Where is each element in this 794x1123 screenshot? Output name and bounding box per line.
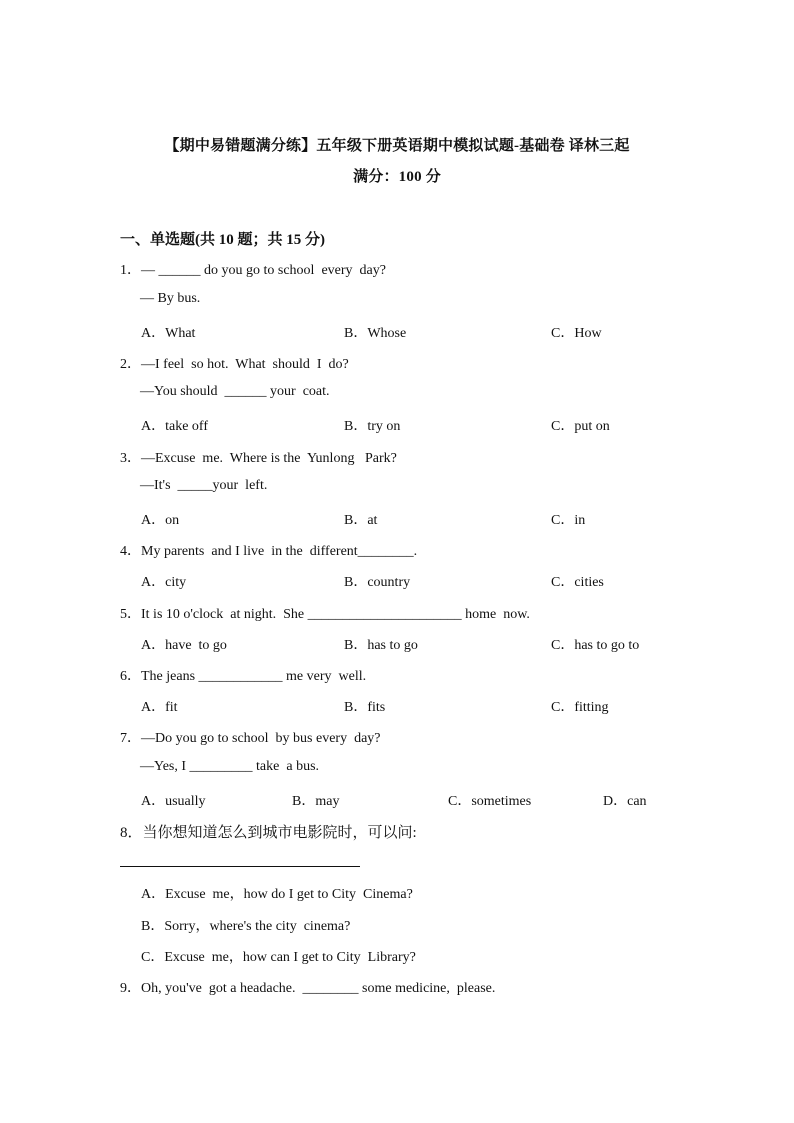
- question-5-option-b[interactable]: B．has to go: [344, 638, 418, 653]
- question-1-stem: 1．— ______ do you go to school every day?: [120, 263, 386, 278]
- question-7-answer-line: —Yes, I _________ take a bus.: [140, 759, 320, 774]
- question-2-option-a[interactable]: A．take off: [141, 419, 208, 434]
- question-3-answer-line: —It's _____your left.: [140, 478, 268, 493]
- question-1-option-a[interactable]: A．What: [141, 326, 196, 341]
- question-1-answer-line: — By bus.: [140, 291, 201, 306]
- question-2-option-c[interactable]: C．put on: [551, 419, 610, 434]
- question-8-option-a[interactable]: A．Excuse me，how do I get to City Cinema?: [141, 887, 413, 902]
- question-8-option-b[interactable]: B．Sorry，where's the city cinema?: [141, 919, 351, 934]
- question-2-answer-line: —You should ______ your coat.: [140, 384, 330, 399]
- question-3-stem: 3．—Excuse me. Where is the Yunlong Park?: [120, 451, 397, 466]
- question-7-option-a[interactable]: A．usually: [141, 794, 206, 809]
- question-1-option-c[interactable]: C．How: [551, 326, 602, 341]
- document-title: 【期中易错题满分练】五年级下册英语期中模拟试题-基础卷 译林三起: [164, 138, 630, 154]
- question-4-option-b[interactable]: B．country: [344, 575, 411, 590]
- question-6-option-b[interactable]: B．fits: [344, 700, 386, 715]
- question-7-option-c[interactable]: C．sometimes: [448, 794, 532, 809]
- question-8-option-c[interactable]: C．Excuse me，how can I get to City Library?: [141, 950, 416, 965]
- question-3-option-c[interactable]: C．in: [551, 513, 586, 528]
- question-5-stem: 5．It is 10 o'clock at night. She ______________________ home now.: [120, 607, 530, 622]
- question-7-option-d[interactable]: D．can: [603, 794, 647, 809]
- question-3-option-b[interactable]: B．at: [344, 513, 378, 528]
- question-8-answer-blank[interactable]: [120, 866, 360, 867]
- question-4-option-a[interactable]: A．city: [141, 575, 187, 590]
- section-heading: 一、单选题(共 10 题；共 15 分): [120, 232, 325, 248]
- question-6-option-c[interactable]: C．fitting: [551, 700, 609, 715]
- question-8-stem: 8．当你想知道怎么到城市电影院时，可以问:: [120, 825, 417, 841]
- question-1-option-b[interactable]: B．Whose: [344, 326, 407, 341]
- question-3-option-a[interactable]: A．on: [141, 513, 180, 528]
- question-6-stem: 6．The jeans ____________ me very well.: [120, 669, 367, 684]
- score-line: 满分：100 分: [353, 169, 441, 185]
- question-2-option-b[interactable]: B．try on: [344, 419, 401, 434]
- question-4-stem: 4．My parents and I live in the different________.: [120, 544, 418, 559]
- question-2-stem: 2．—I feel so hot. What should I do?: [120, 357, 349, 372]
- question-5-option-a[interactable]: A．have to go: [141, 638, 227, 653]
- question-5-option-c[interactable]: C．has to go to: [551, 638, 640, 653]
- question-7-stem: 7．—Do you go to school by bus every day?: [120, 731, 381, 746]
- question-6-option-a[interactable]: A．fit: [141, 700, 178, 715]
- question-4-option-c[interactable]: C．cities: [551, 575, 604, 590]
- question-9-stem: 9．Oh, you've got a headache. ________ some medicine, please.: [120, 981, 496, 996]
- question-7-option-b[interactable]: B．may: [292, 794, 340, 809]
